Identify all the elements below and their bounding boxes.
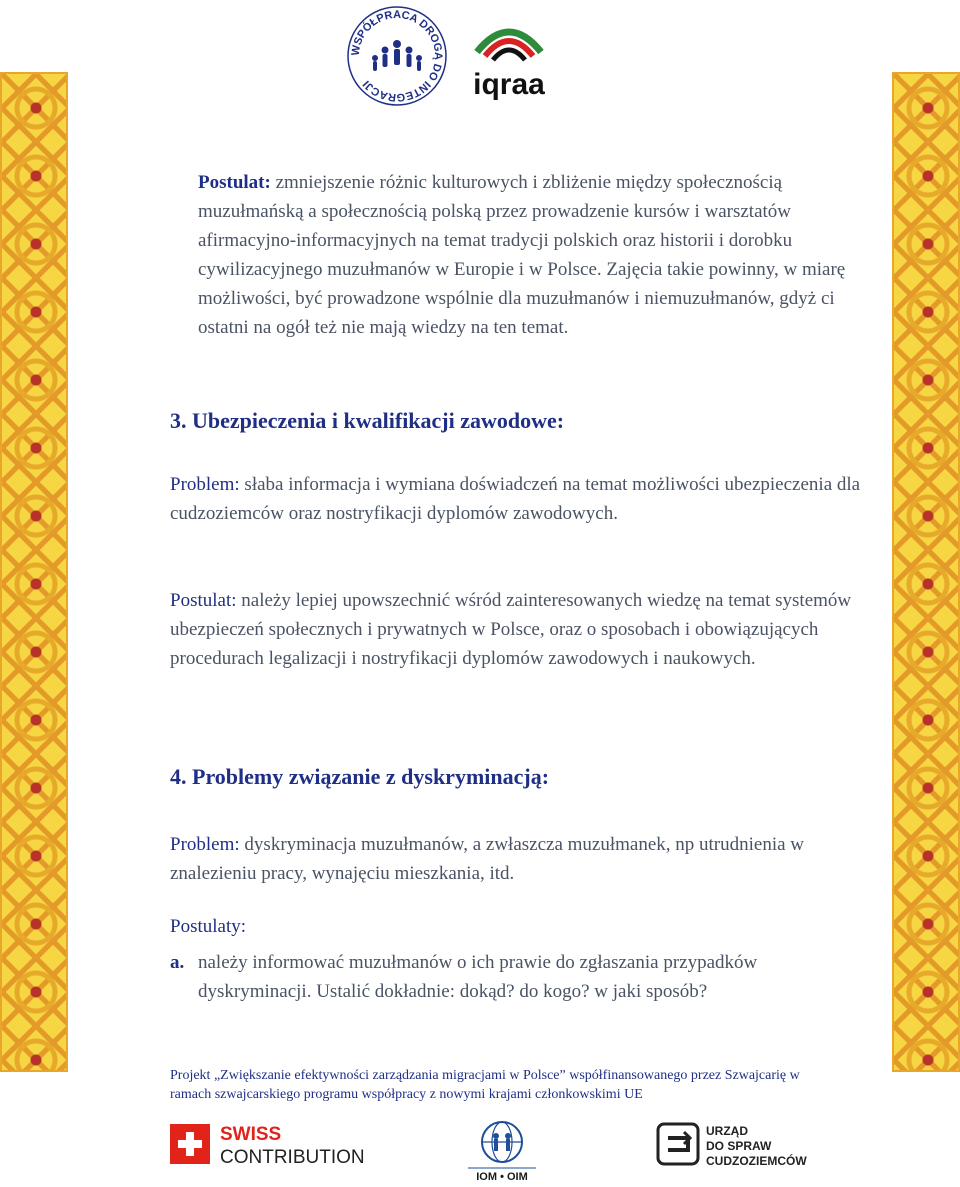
iom-logo — [462, 1118, 542, 1184]
section-4-problem-paragraph — [170, 830, 870, 888]
wspolpraca-logo-text: WSPÓŁPRACA DROGĄ DO INTEGRACJI — [349, 8, 445, 104]
swiss-logo-line2: CONTRIBUTION — [220, 1147, 365, 1168]
postulat-text: należy lepiej upowszechnić wśród zainteresowanych wiedzę na temat systemów ubezpieczeń społecznych i prywatnych w Polsce, oraz o sposobach i obowiązujących procedurach legalizacji i nostryfikacji dyplomów zawodowych i naukowych. — [170, 590, 852, 669]
decorative-border-left — [0, 72, 68, 1072]
wspolpraca-logo — [345, 4, 449, 108]
header-logos — [345, 4, 565, 108]
decorative-border-right — [892, 72, 960, 1072]
postulaty-label: Postulaty: — [170, 916, 247, 937]
footer-project-text: Projekt „Zwiększanie efektywności zarządzania migracjami w Polsce” współfinansowanego przez Szwajcarię w ramach szwajcarskiego programu współpracy z nowymi krajami członkowskimi UE — [170, 1068, 800, 1102]
problem-label: Problem: — [170, 834, 240, 855]
list-marker: a. — [170, 952, 185, 973]
postulat-text: zmniejszenie różnic kulturowych i zbliżenie między społecznością muzułmańską a społecznością polską przez prowadzenie kursów i warsztatów afirmacyjno-informacyjnych na temat tradycji polskich oraz historii i dorobku cywilizacyjnego muzułmanów w Europie i w Polsce. Zajęcia takie powinny, w miarę możliwości, być prowadzone wspólnie dla muzułmanów i niemuzułmanów, gdyż ci ostatni na ogół też nie mają wiedzy na ten temat. — [198, 172, 846, 338]
udsc-logo-line3: CUDZOZIEMCÓW — [706, 1154, 807, 1168]
swiss-contribution-logo — [170, 1120, 380, 1168]
problem-text: słaba informacja i wymiana doświadczeń na temat możliwości ubezpieczenia dla cudzoziemców oraz nostryfikacji dyplomów zawodowych. — [170, 474, 861, 524]
udsc-logo — [656, 1120, 826, 1168]
section-3-problem-paragraph — [170, 470, 870, 528]
problem-text: dyskryminacja muzułmanów, a zwłaszcza muzułmanek, np utrudnienia w znalezieniu pracy, wynajęciu mieszkania, itd. — [170, 834, 805, 884]
problem-label: Problem: — [170, 474, 240, 495]
iqraa-logo-text: iqraa — [473, 68, 545, 101]
postulat-label: Postulat: — [170, 590, 237, 611]
postulat-label: Postulat: — [198, 172, 271, 193]
culture-postulat-paragraph — [198, 168, 858, 342]
udsc-logo-line2: DO SPRAW — [706, 1139, 772, 1153]
list-item-text: należy informować muzułmanów o ich prawie do zgłaszania przypadków dyskryminacji. Ustalić dokładnie: dokąd? do kogo? w jaki sposób? — [198, 952, 758, 1002]
iqraa-logo — [457, 12, 561, 104]
postulat-list-item — [170, 948, 870, 1006]
section-4-heading: 4. Problemy związanie z dyskryminacją: — [170, 764, 550, 789]
section-3-heading: 3. Ubezpieczenia i kwalifikacji zawodowe: — [170, 408, 565, 433]
iom-logo-text: IOM • OIM — [476, 1171, 528, 1183]
section-3-postulat-paragraph — [170, 586, 870, 673]
udsc-logo-line1: URZĄD — [706, 1124, 748, 1138]
swiss-logo-line1: SWISS — [220, 1124, 282, 1145]
